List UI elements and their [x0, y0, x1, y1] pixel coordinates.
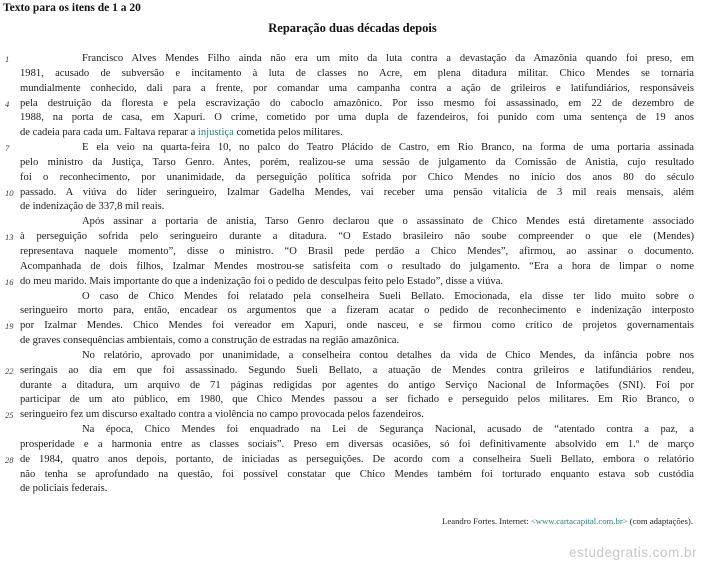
text-line: mundialmente conhecido, dali para a frente, por comandar uma campanha contra a ação de grileiros e latifundiários, responsáveis: [20, 82, 694, 94]
text-line: de policiais federais.: [20, 483, 108, 495]
line-number: 1: [5, 54, 10, 64]
text-line: 13 à perseguição sofrida pelo seringueiro durante a ditadura. “O Estado brasileiro não soube compreender o que ele (Mendes): [20, 230, 694, 245]
text-line: Acompanhada de dois filhos, Izalmar Mendes mostrou-se satisfeita com o resultado do julgamento. “Era a hora de limpar o nome: [20, 260, 694, 272]
text-line: 28 de 1984, quatro anos depois, portanto, de iniciadas as perseguições. De acordo com a conselheira Sueli Bellato, embora o relatório: [20, 453, 694, 468]
text-line: de indenização de 337,8 mil reais.: [20, 201, 165, 213]
text-line: não tenha se aprofundado na questão, foi possível constatar que Chico Mendes também foi torturado enquanto estava sob custódia: [20, 468, 694, 480]
line-number: 4: [5, 98, 10, 109]
text-reference-header: Texto para os itens de 1 a 20: [3, 2, 141, 14]
text-line: Na época, Chico Mendes foi enquadrado na Lei de Segurança Nacional, acusado de “atentado contra a paz, a: [82, 424, 694, 436]
text-line: foi o reconhecimento, por unanimidade, da perseguição política sofrida por Chico Mendes no início dos anos 80 do século: [20, 171, 694, 183]
line-number: 19: [5, 321, 14, 332]
text-line: 7 E ela veio na quarta-feira 10, no palco do Teatro Plácido de Castro, em Rio Branco, na forma de uma portaria assinada: [20, 141, 694, 156]
text-line: representava naquele momento”, disse o ministro. “O Brasil pede perdão a Chico Mendes”, afirmou, ao assinar o documento.: [20, 245, 694, 257]
line-number: 13: [5, 232, 14, 243]
document-title: Reparação duas décadas depois: [268, 21, 437, 35]
text-line: O caso de Chico Mendes foi relatado pela conselheira Sueli Bellato. Emocionada, ela disse ter lido muito sobre o: [82, 290, 694, 302]
source-attribution: [442, 516, 693, 526]
text-line: 22 seringais ao dia em que foi assassinado. Segundo Sueli Bellato, a atuação de Mendes contra grileiros e latifundiários rendeu,: [20, 364, 694, 379]
text-line: participar de um ato público, em 1980, que Chico Mendes passou a ser fichado e perseguido pelos militares. Em Rio Branco, o: [20, 394, 694, 406]
text-line: de cadeia para cada um. Faltava reparar a injustiça cometida pelos militares.: [20, 127, 343, 139]
line-number: 22: [5, 365, 14, 376]
text-line: de graves consequências ambientais, como a construção de estradas na região amazônica.: [20, 335, 400, 347]
line-number: 7: [5, 143, 10, 154]
text-line: durante a ditadura, um arquivo de 71 páginas redigidas por agentes do antigo Serviço Nacional de Informações (SNI). Foi por: [20, 379, 694, 391]
attribution-suffix: (com adaptações).: [627, 516, 693, 526]
text-line: Após assinar a portaria de anistia, Tarso Genro declarou que o assassinato de Chico Mendes está diretamente associado: [82, 216, 694, 228]
text-line: 25 seringueiro fez um discurso exaltado contra a violência no campo provocada pelos fazendeiros.: [20, 408, 694, 423]
text-line: pelo ministro da Justiça, Tarso Genro. Antes, porém, realizou-se uma sessão de julgamento da Comissão de Anistia, cujo resultado: [20, 156, 694, 168]
line-number: 28: [5, 454, 14, 465]
text-line: 16 do meu marido. Mais importante do que a indenização foi o pedido de desculpas feito pelo Estado”, disse a viúva.: [20, 275, 694, 290]
attribution-url: <www.cartacapital.com.br>: [530, 516, 628, 526]
site-watermark: estudegratis.com.br: [568, 545, 697, 560]
text-line: No relatório, aprovado por unanimidade, a conselheira contou detalhes da vida de Chico Mendes, da infância pobre nos: [82, 349, 694, 361]
line-number: 10: [5, 187, 14, 198]
text-line: prosperidade e a harmonia entre as classes sociais”. Preso em diversas ocasiões, só foi definitivamente absolvido em 1.º de março: [20, 438, 694, 450]
text-line: seringueiro morto para, então, encadear os argumentos que a fizeram acatar o pedido de reconhecimento e indenização interposto: [20, 305, 694, 317]
text-line: 1988, na porta de casa, em Xapuri. O crime, cometido por uma dupla de fazendeiros, foi punido com uma sentença de 19 anos: [20, 112, 694, 124]
attribution-prefix: Leandro Fortes. Internet:: [442, 516, 531, 526]
text-line: 10 passado. A viúva do líder seringueiro, Izalmar Gadelha Mendes, vai receber uma pensão vitalícia de 3 mil reais mensais, além: [20, 186, 694, 201]
line-number: 25: [5, 410, 14, 421]
text-line: 19 por Izalmar Mendes. Chico Mendes foi vereador em Xapuri, onde nasceu, e se firmou como crítico de projetos governamentais: [20, 319, 694, 334]
text-body: [5, 52, 694, 497]
text-line: 1 Francisco Alves Mendes Filho ainda não era um mito da luta contra a devastação da Amazônia quando foi preso, em: [20, 52, 694, 67]
line-number: 16: [5, 276, 14, 287]
highlighted-word: injustiça: [197, 127, 234, 139]
text-line: 4 pela destruição da floresta e pela escravização do caboclo amazônico. Por isso mesmo foi assassinado, em 22 de dezembro de: [20, 97, 694, 112]
text-line: 1981, acusado de subversão e incitamento à luta de classes no Acre, em plena ditadura militar. Chico Mendes se tornaria: [20, 67, 694, 79]
